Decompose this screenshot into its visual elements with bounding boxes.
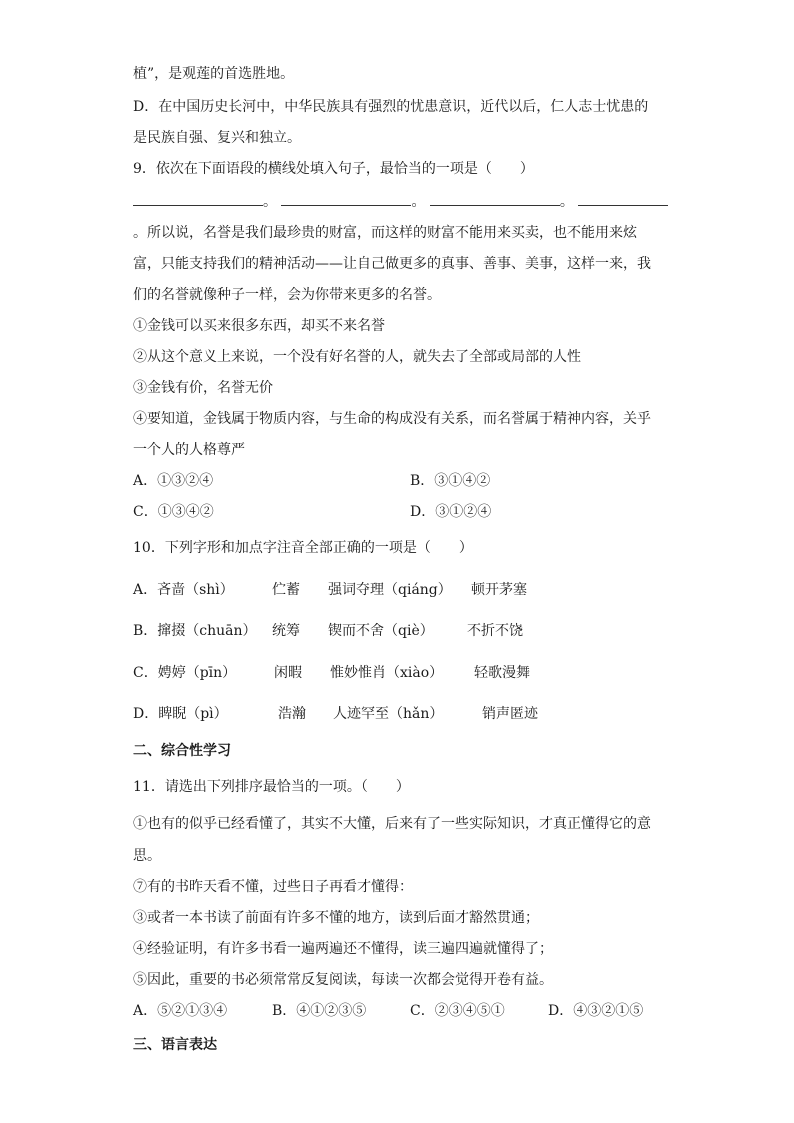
sentence-3: ③或者一本书读了前面有许多不懂的地方，读到后面才豁然贯通；	[133, 910, 539, 926]
option-c-word3: 惟妙惟肖（xiào）	[330, 665, 444, 681]
section-heading: 三、语言表达	[133, 1037, 217, 1053]
option-a[interactable]: A．①③②④	[133, 473, 214, 489]
section-heading: 二、综合性学习	[133, 743, 231, 759]
option-a[interactable]: A．⑤②①③④	[133, 1003, 228, 1019]
blank-separator: 。	[411, 194, 426, 210]
option-b-word4: 不折不饶	[467, 623, 523, 639]
sentence-3: ③金钱有价，名誉无价	[133, 380, 273, 396]
option-b[interactable]: B．③①④②	[410, 473, 491, 489]
option-b-word3: 锲而不舍（qiè）	[328, 623, 434, 639]
question-11-stem: 11．请选出下列排序最恰当的一项。（ ）	[133, 779, 410, 795]
option-a-word1[interactable]: A．吝啬（shì）	[133, 582, 234, 598]
sentence-4: ④要知道，金钱属于物质内容，与生命的构成没有关系，而名誉属于精神内容，关乎	[133, 411, 651, 427]
option-d-word2: 浩瀚	[278, 706, 306, 722]
option-c[interactable]: C．②③④⑤①	[410, 1003, 505, 1019]
option-c-word4: 轻歌漫舞	[474, 665, 530, 681]
blank-separator: 。	[263, 194, 277, 210]
option-a-word2: 伫蓄	[272, 582, 300, 598]
option-c[interactable]: C．①③④②	[133, 504, 214, 520]
fill-blank	[281, 204, 411, 206]
sentence-2: ②从这个意义上来说，一个没有好名誉的人，就失去了全部或局部的人性	[133, 349, 581, 365]
option-b[interactable]: B．④①②③⑤	[272, 1003, 367, 1019]
text-line: 植”，是观莲的首选胜地。	[133, 66, 295, 82]
sentence-2: ⑦有的书昨天看不懂，过些日子再看才懂得：	[133, 879, 413, 895]
question-9-blanks	[133, 192, 668, 212]
blank-separator: 。	[559, 194, 574, 210]
question-9-stem: 9．依次在下面语段的横线处填入句子，最恰当的一项是（ ）	[133, 161, 534, 177]
option-d[interactable]: D．④③②①⑤	[548, 1003, 644, 1019]
sentence-1: ①也有的似乎已经看懂了，其实不大懂，后来有了一些实际知识，才真正懂得它的意	[133, 816, 651, 832]
question-10-stem: 10．下列字形和加点字注音全部正确的一项是（ ）	[133, 540, 473, 556]
option-b-word1[interactable]: B．撺掇（chuān）	[133, 623, 257, 639]
paragraph-line: 。所以说，名誉是我们最珍贵的财富，而这样的财富不能用来买卖，也不能用来炫	[133, 225, 637, 241]
option-d-line: D．在中国历史长河中，中华民族具有强烈的忧患意识，近代以后，仁人志士忧患的	[133, 99, 649, 115]
option-d-line: 是民族自强、复兴和独立。	[133, 130, 301, 146]
paragraph-line: 富，只能支持我们的精神活动——让自己做更多的真事、善事、美事，这样一来，我	[133, 256, 651, 272]
option-d-word4: 销声匿迹	[482, 706, 538, 722]
sentence-4: ④经验证明，有许多书看一遍两遍还不懂得，读三遍四遍就懂得了；	[133, 941, 553, 957]
fill-blank	[430, 204, 560, 206]
sentence-5: ⑤因此，重要的书必须常常反复阅读，每读一次都会觉得开卷有益。	[133, 972, 553, 988]
paragraph-line: 们的名誉就像种子一样，会为你带来更多的名誉。	[133, 287, 441, 303]
fill-blank	[133, 204, 263, 206]
option-c-word2: 闲暇	[274, 665, 302, 681]
option-a-word3: 强词夺理（qiáng）	[328, 582, 452, 598]
fill-blank	[578, 204, 668, 206]
sentence-1-cont: 思。	[133, 848, 161, 864]
option-d[interactable]: D．③①②④	[410, 504, 492, 520]
sentence-1: ①金钱可以买来很多东西，却买不来名誉	[133, 318, 385, 334]
option-c-word1[interactable]: C．娉婷（pīn）	[133, 665, 237, 681]
option-a-word4: 顿开茅塞	[471, 582, 527, 598]
option-b-word2: 统筹	[272, 623, 300, 639]
option-d-word3: 人迹罕至（hǎn）	[333, 706, 444, 722]
sentence-4-cont: 一个人的人格尊严	[133, 442, 245, 458]
option-d-word1[interactable]: D．睥睨（pì）	[133, 706, 228, 722]
